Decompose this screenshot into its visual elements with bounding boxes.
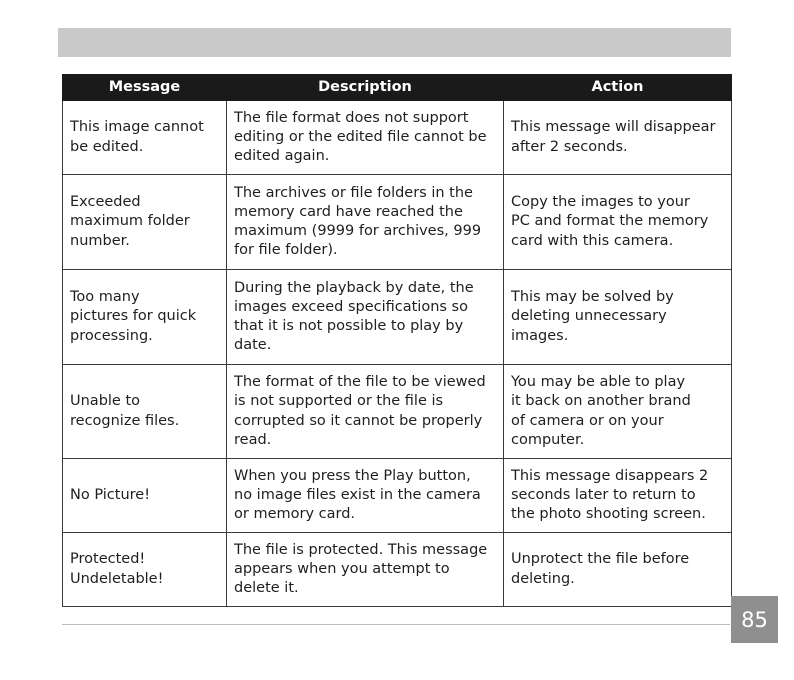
message-text: This image cannot be edited. <box>70 119 204 155</box>
message-text: Too many pictures for quick processing. <box>70 289 197 344</box>
description-text: The file is protected. This message appears when you attempt to delete it. <box>234 541 488 597</box>
description-cell <box>227 533 504 607</box>
description-text: The archives or file folders in the memory card have reached the maximum (9999 for archives, 999 for file folder). <box>234 184 482 259</box>
table-row <box>63 459 732 533</box>
description-text: The file format does not support editing or the edited file cannot be edited again. <box>234 109 487 165</box>
message-text: Protected! Undeletable! <box>70 551 164 587</box>
table-row <box>63 365 732 459</box>
message-cell <box>63 101 227 175</box>
description-cell <box>227 270 504 365</box>
header-action: Action <box>504 75 732 101</box>
message-text: Exceeded maximum folder number. <box>70 194 190 249</box>
action-text: Unprotect the file before deleting. <box>511 551 690 587</box>
table-row <box>63 533 732 607</box>
page-number: 85 <box>731 596 778 643</box>
action-text: Copy the images to your PC and format the memory card with this camera. <box>511 194 709 249</box>
description-cell <box>227 365 504 459</box>
message-text: No Picture! <box>70 486 151 503</box>
table-row <box>63 175 732 270</box>
table-row <box>63 101 732 175</box>
action-cell <box>504 365 732 459</box>
header-band <box>58 28 731 57</box>
action-cell <box>504 270 732 365</box>
action-text: You may be able to play it back on another brand of camera or on your computer. <box>511 374 691 448</box>
message-text: Unable to recognize files. <box>70 393 180 429</box>
action-text: This message disappears 2 seconds later to return to the photo shooting screen. <box>511 467 709 523</box>
header-description: Description <box>227 75 504 101</box>
action-cell <box>504 101 732 175</box>
action-text: This message will disappear after 2 seconds. <box>511 119 716 155</box>
description-text: The format of the file to be viewed is not supported or the file is corrupted so it cannot be properly read. <box>234 374 486 448</box>
description-text: When you press the Play button, no image files exist in the camera or memory card. <box>234 467 481 523</box>
message-table <box>62 74 732 607</box>
header-message: Message <box>63 75 227 101</box>
message-cell <box>63 270 227 365</box>
action-cell <box>504 459 732 533</box>
description-cell <box>227 459 504 533</box>
action-cell <box>504 533 732 607</box>
description-text: During the playback by date, the images exceed specifications so that it is not possible to play by date. <box>234 279 474 354</box>
description-cell <box>227 175 504 270</box>
table-row <box>63 270 732 365</box>
message-cell <box>63 459 227 533</box>
action-text: This may be solved by deleting unnecessary images. <box>511 289 674 344</box>
footer-divider <box>62 624 730 625</box>
action-cell <box>504 175 732 270</box>
table-header-row <box>63 75 732 101</box>
message-cell <box>63 365 227 459</box>
message-cell <box>63 175 227 270</box>
message-cell <box>63 533 227 607</box>
description-cell <box>227 101 504 175</box>
